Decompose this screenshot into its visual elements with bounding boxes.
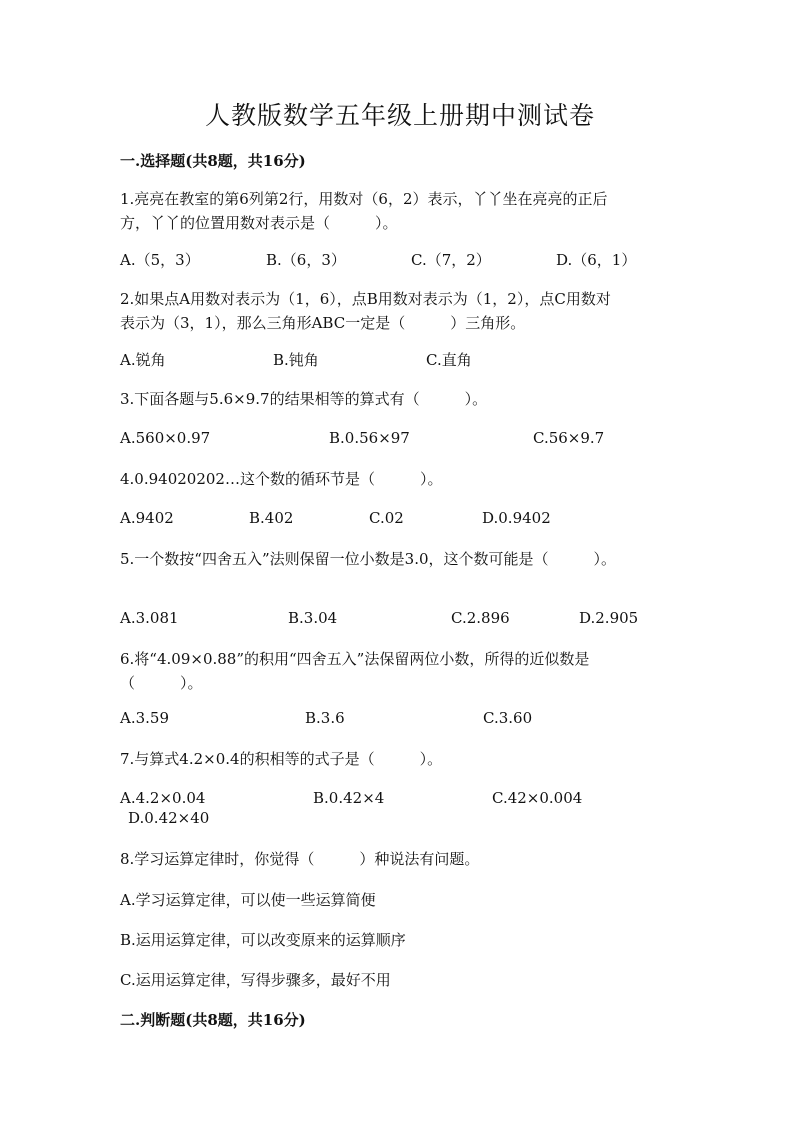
option-c: C.56×9.7: [533, 429, 605, 447]
option-a: A.560×0.97: [120, 429, 211, 447]
option-a: A.学习运算定律，可以使一些运算简便: [120, 891, 376, 909]
question-text: 7.与算式4.2×0.4的积相等的式子是（ ）。: [120, 750, 443, 768]
question-2: [120, 287, 680, 335]
question-text: 表示为（3，1），那么三角形ABC一定是（ ）三角形。: [120, 314, 526, 332]
option-b: B.402: [249, 509, 294, 527]
question-text: 5.一个数按“四舍五入”法则保留一位小数是3.0，这个数可能是（ ）。: [120, 550, 617, 568]
option-a: A.3.59: [120, 709, 169, 727]
section-heading-judgment: 二.判断题(共8题，共16分): [120, 1011, 306, 1029]
option-d: D.（6，1）: [556, 251, 637, 269]
option-b: B.运用运算定律，可以改变原来的运算顺序: [120, 931, 406, 949]
option-b: B.3.04: [288, 609, 338, 627]
question-8: [120, 847, 680, 871]
question-text: 8.学习运算定律时，你觉得（ ）种说法有问题。: [120, 850, 480, 868]
question-text: 1.亮亮在教室的第6列第2行，用数对（6，2）表示，丫丫坐在亮亮的正后: [120, 190, 608, 208]
option-c: C.3.60: [483, 709, 533, 727]
option-c: C.运用运算定律，写得步骤多，最好不用: [120, 971, 391, 989]
option-b: B.0.42×4: [313, 789, 385, 807]
option-b: B.0.56×97: [329, 429, 410, 447]
option-b: B.（6，3）: [266, 251, 346, 269]
question-text: 方，丫丫的位置用数对表示是（ ）。: [120, 214, 398, 232]
question-text: 2.如果点A用数对表示为（1，6），点B用数对表示为（1，2），点C用数对: [120, 290, 611, 308]
option-a: A.4.2×0.04: [120, 789, 206, 807]
question-text: 3.下面各题与5.6×9.7的结果相等的算式有（ ）。: [120, 390, 488, 408]
option-b: B.3.6: [305, 709, 345, 727]
question-text: 6.将“4.09×0.88”的积用“四舍五入”法保留两位小数，所得的近似数是: [120, 650, 590, 668]
question-1: [120, 187, 680, 235]
section-heading-choice: 一.选择题(共8题，共16分): [120, 152, 306, 170]
option-c: C.直角: [426, 351, 472, 369]
option-c: C.2.896: [451, 609, 510, 627]
option-d: D.2.905: [579, 609, 639, 627]
option-a: A.9402: [120, 509, 174, 527]
option-a: A.3.081: [120, 609, 179, 627]
question-text: 4.0.94020202…这个数的循环节是（ ）。: [120, 470, 443, 488]
question-5: [120, 547, 700, 571]
option-d: D.0.42×40: [128, 809, 210, 827]
page-title: 人教版数学五年级上册期中测试卷: [204, 101, 595, 130]
option-a: A.锐角: [120, 351, 166, 369]
question-6: [120, 647, 680, 695]
option-b: B.钝角: [273, 351, 319, 369]
question-7: [120, 747, 680, 771]
question-4: [120, 467, 680, 491]
option-c: C.42×0.004: [492, 789, 583, 807]
option-d: D.0.9402: [482, 509, 551, 527]
option-c: C.（7，2）: [411, 251, 491, 269]
question-text: （ ）。: [120, 674, 203, 692]
question-3: [120, 387, 680, 411]
option-c: C.02: [369, 509, 404, 527]
option-a: A.（5，3）: [120, 251, 200, 269]
